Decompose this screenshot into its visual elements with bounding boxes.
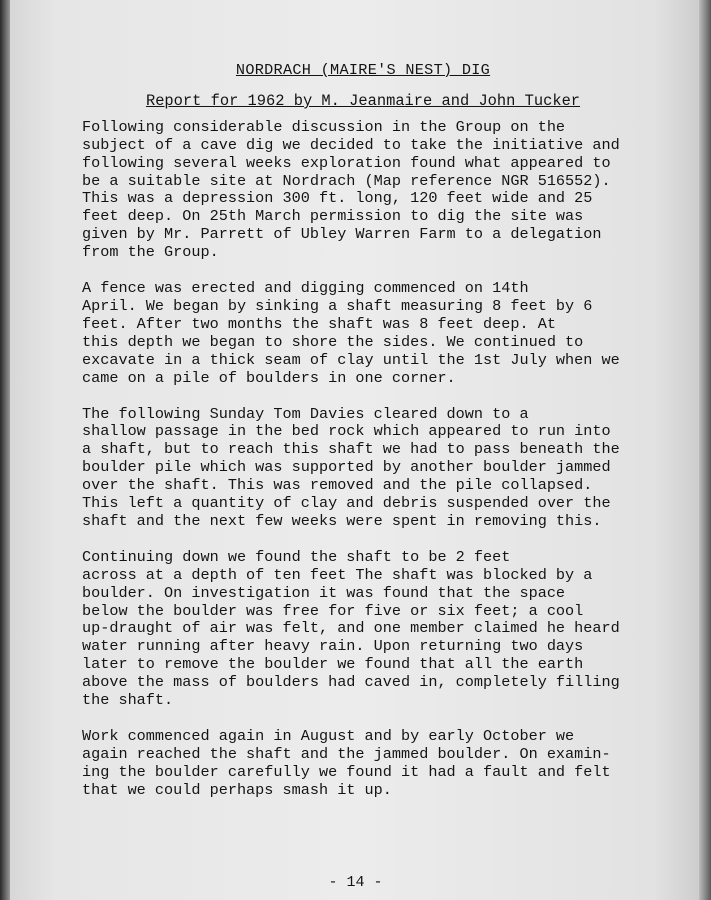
paragraph-2: A fence was erected and digging commenced on 14th April. We began by sinking a shaft measuring 8 feet by 6 feet. After two months the shaft was 8 feet deep. At this depth we began to shore the sides. We continued to excavate in a thick seam of clay until the 1st July when we came on a pile of boulders in one corner. (82, 279, 620, 387)
report-body (82, 62, 644, 818)
paragraph-5: Work commenced again in August and by early October we again reached the shaft and the jammed boulder. On examin- ing the boulder carefully we found it had a fault and felt that we could perhaps smash it up. (82, 727, 611, 799)
page-number: - 14 - (328, 874, 383, 891)
paragraph-1: Following considerable discussion in the Group on the subject of a cave dig we decided to take the initiative and following several weeks exploration found what appeared to be a suitable site at Nordrach (Map reference NGR 516552). This was a depression 300 ft. long, 120 feet wide and 25 feet deep. On 25th March permission to dig the site was given by Mr. Parrett of Ubley Warren Farm to a delegation from the Group. (82, 117, 620, 262)
paragraph-3: The following Sunday Tom Davies cleared down to a shallow passage in the bed rock which appeared to run into a shaft, but to reach this shaft we had to pass beneath the boulder pile which was supported by another boulder jammed over the shaft. This was removed and the pile collapsed. This left a quantity of clay and debris suspended over the shaft and the next few weeks were spent in removing this. (82, 404, 620, 530)
page-outer-edge (699, 0, 711, 900)
paragraph-4: Continuing down we found the shaft to be 2 feet across at a depth of ten feet The shaft was blocked by a boulder. On investigation it was found that the space below the boulder was free for five or six feet; a cool up-draught of air was felt, and one member claimed he heard water running after heavy rain. Upon returning two days later to remove the boulder we found that all the earth above the mass of boulders had caved in, completely filling the shaft. (82, 547, 620, 710)
page-binding-edge (0, 0, 10, 900)
report-title: NORDRACH (MAIRE'S NEST) DIG (235, 61, 491, 79)
report-subtitle: Report for 1962 by M. Jeanmaire and John Tucker (145, 91, 581, 110)
